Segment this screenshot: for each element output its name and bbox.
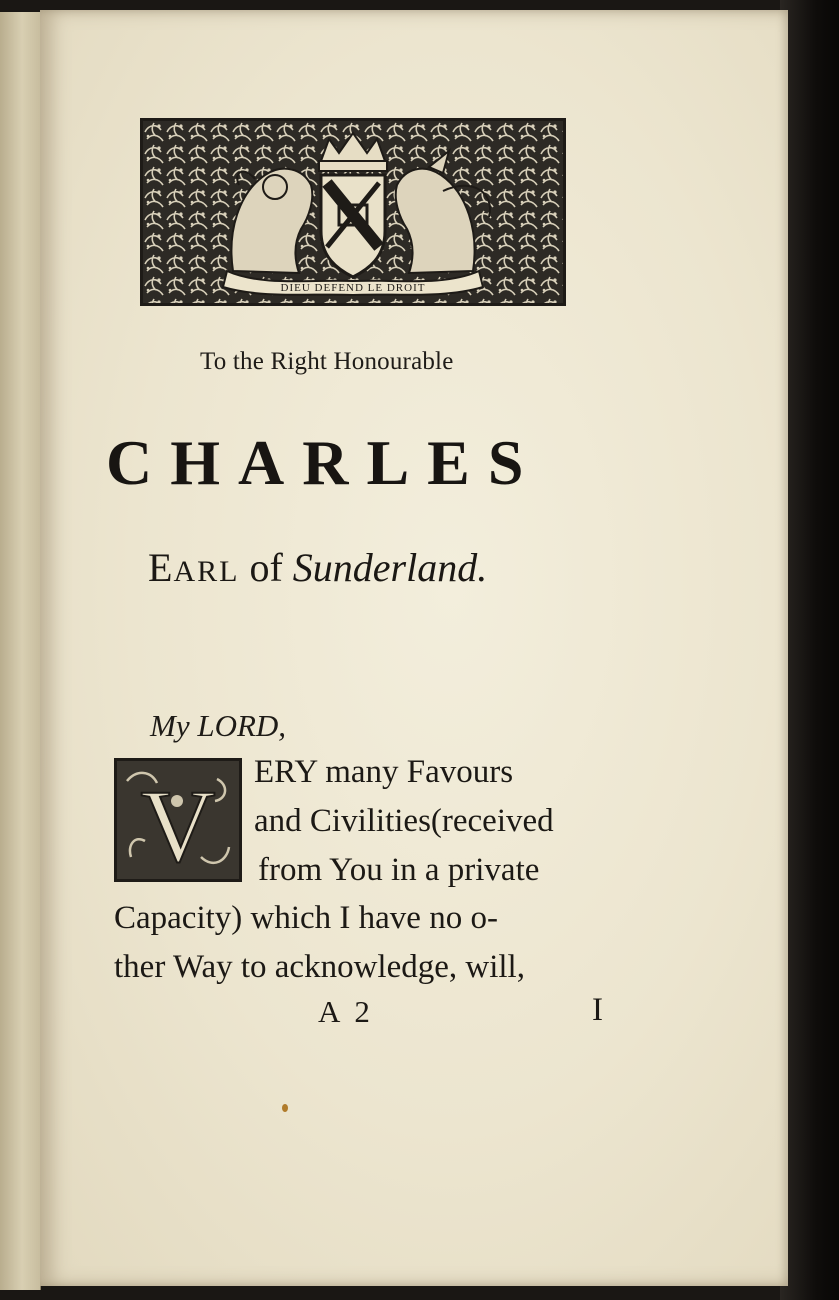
title-cap: E (148, 545, 174, 590)
title-rest: ARL (173, 555, 240, 588)
coat-of-arms-icon (143, 121, 563, 303)
title-of: of (249, 545, 283, 590)
signature-mark: A 2 (318, 994, 374, 1029)
letter-line-3: from You in a private (258, 852, 540, 888)
dark-backdrop (780, 0, 839, 1300)
addressee-title (148, 544, 608, 591)
initial-letter: V (140, 769, 216, 879)
letter-line-2: and Civilities(received (254, 803, 554, 839)
salutation: My LORD, (150, 708, 287, 743)
letter-line-1: ERY many Favours (254, 754, 514, 790)
letter-line-5: ther Way to acknowledge, will, (114, 949, 525, 985)
dedication-line: To the Right Honourable (200, 348, 454, 375)
heraldic-headpiece (140, 118, 566, 306)
ornate-initial-icon (117, 761, 239, 879)
addressee-name: CHARLES (106, 427, 542, 498)
paper-speck (282, 1104, 288, 1112)
motto-text: DIEU DEFEND LE DROIT (280, 282, 426, 294)
title-place: Sunderland. (292, 545, 488, 590)
decorated-initial (114, 758, 242, 882)
book-page (40, 10, 788, 1286)
facing-page-edge (0, 12, 41, 1290)
catchword: I (592, 992, 603, 1028)
letter-line-4: Capacity) which I have no o- (114, 900, 498, 936)
